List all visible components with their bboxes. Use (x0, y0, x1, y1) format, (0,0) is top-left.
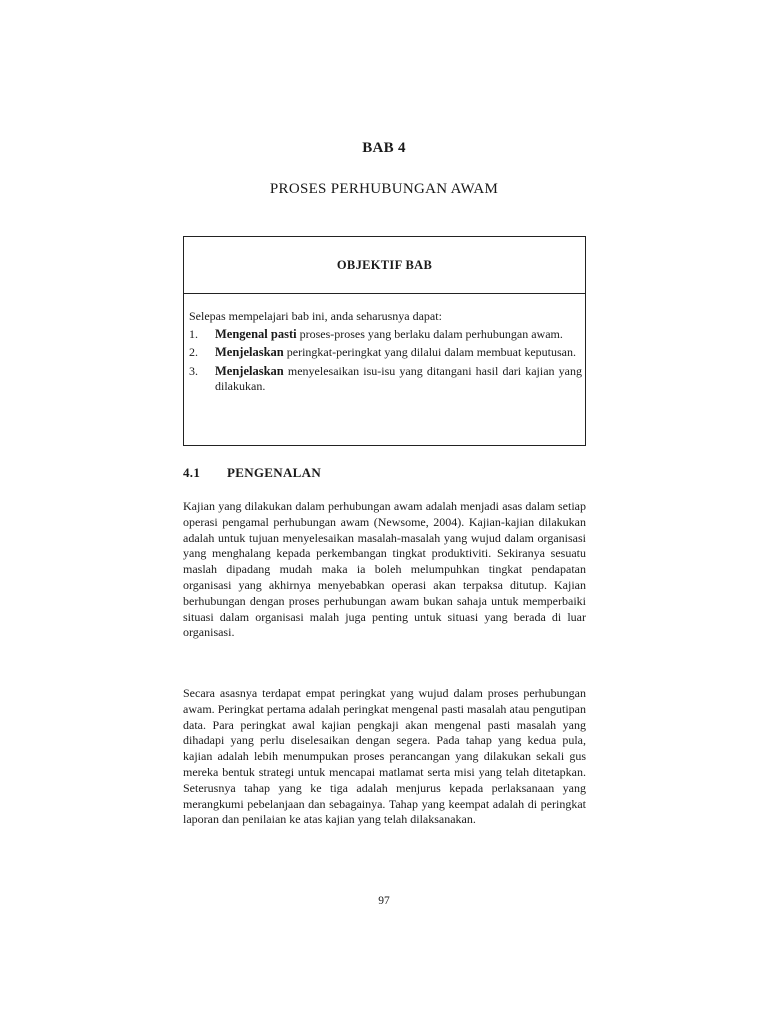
objectives-box (183, 236, 586, 446)
objectives-list (189, 327, 582, 395)
section-title: PENGENALAN (227, 465, 322, 480)
objective-description: menyelesaikan isu-isu yang ditangani hasil dari kajian yang dilakukan. (215, 363, 582, 393)
objective-text (215, 327, 582, 343)
objective-verb: Menjelaskan (215, 345, 284, 359)
body-paragraph-2: Secara asasnya terdapat empat peringkat yang wujud dalam proses perhubungan awam. Peringkat pertama adalah peringkat mengenal pasti masalah atau pengutipan data. Para peringkat awal kajian pengkaji akan mengenal pasti masalah yang dihadapi yang perlu diselesaikan dengan segera. Pada tahap yang kedua pula, kajian adalah lebih menumpukan proses perancangan yang dilakukan sekali gus mereka bentuk strategi untuk mencapai matlamat serta misi yang telah ditetapkan. Seterusnya tahap yang ke tiga adalah menjurus kepada perlaksanaan yang merangkumi pebelanjaan dan sebagainya. Tahap yang keempat adalah di peringkat laporan dan penilaian ke atas kajian yang telah dilaksanakan. (183, 686, 586, 827)
chapter-number: BAB 4 (362, 140, 406, 156)
objective-number: 1. (189, 326, 198, 341)
chapter-title: PROSES PERHUBUNGAN AWAM (269, 181, 499, 197)
objective-number: 2. (189, 345, 198, 359)
objectives-body (184, 294, 585, 395)
objective-description: peringkat-peringkat yang dilalui dalam membuat keputusan. (283, 345, 576, 359)
objective-item (189, 364, 582, 395)
objectives-heading: OBJEKTIF BAB (184, 237, 585, 294)
objectives-intro: Selepas mempelajari bab ini, anda seharusnya dapat: (189, 309, 442, 323)
objective-description: proses-proses yang berlaku dalam perhubungan awam. (296, 326, 563, 341)
body-paragraph-1: Kajian yang dilakukan dalam perhubungan awam adalah menjadi asas dalam setiap operasi pengamal perhubungan awam (Newsome, 2004). Kajian-kajian dilakukan adalah untuk tujuan menyelesaikan masalah-masalah yang wujud dalam organisasi yang menghalang kepada perkembangan tingkat produktiviti. Sekiranya sesuatu maslah dipadang mudah maka ia boleh melumpuhkan tingkat pendapatan organisasi yang akhirnya menyebabkan operasi akan terpaksa ditutup. Kajian berhubungan dengan proses perhubungan awam bukan sahaja untuk memperbaiki situasi dalam organisasi malah juga penting untuk situasi yang berada di luar organisasi. (183, 499, 586, 640)
objective-text (215, 345, 582, 361)
objective-item (189, 327, 582, 343)
page-number: 97 (378, 895, 390, 907)
objective-verb: Menjelaskan (215, 363, 284, 378)
objective-text (215, 364, 582, 395)
objective-item (189, 345, 582, 361)
section-number: 4.1 (183, 465, 201, 480)
objective-number: 3. (189, 363, 198, 378)
section-heading (183, 465, 321, 481)
objective-verb: Mengenal pasti (215, 326, 297, 341)
